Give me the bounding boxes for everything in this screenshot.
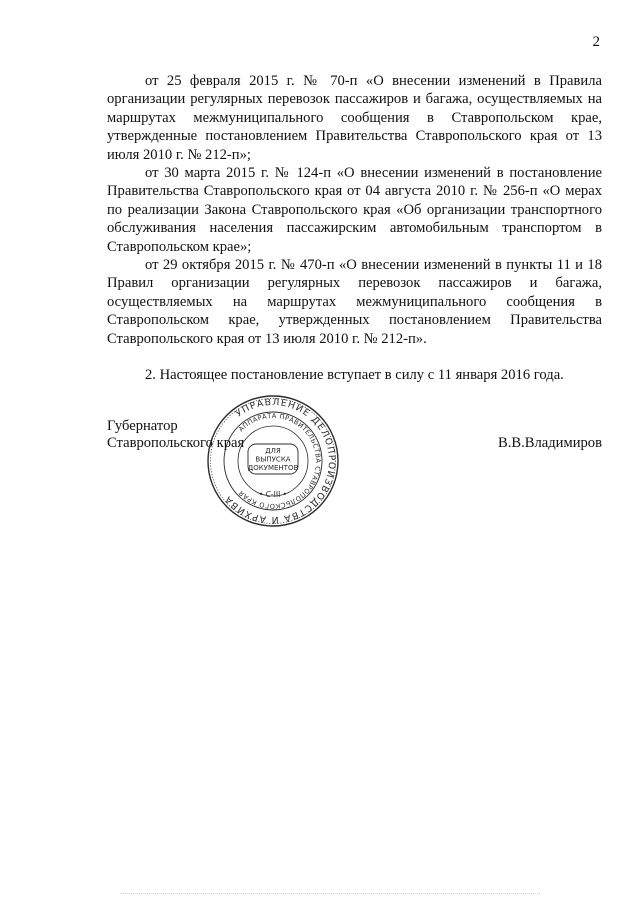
seal-center-line-2: ВЫПУСКА bbox=[255, 455, 291, 464]
signer-name: В.В.Владимиров bbox=[497, 435, 602, 451]
decree-item-2: от 30 марта 2015 г. № 124-п «О внесении изменений в постановление Правительства Ставропольского края от 04 августа 2010 г. № 256-п «О мерах по реализации Закона Ставропольского края «Об организации транспортного обслуживания населения пассажирским автомобильным транспортом в Ставропольском крае»; bbox=[107, 165, 602, 255]
seal-code: • С-III • bbox=[258, 490, 288, 499]
page-number: 2 bbox=[592, 34, 600, 50]
signer-position-line-1: Губернатор bbox=[107, 418, 178, 434]
signer-position-line-2: Ставропольского края bbox=[107, 435, 245, 451]
official-seal-icon bbox=[206, 394, 340, 528]
document-body bbox=[107, 72, 602, 385]
seal-center-line-3: ДОКУМЕНТОВ bbox=[247, 464, 299, 472]
decree-item-3: от 29 октября 2015 г. № 470-п «О внесении изменений в пункты 11 и 18 Правил организации регулярных перевозок пассажиров и багажа, осуществляемых на маршрутах межмуниципального сообщения в Ставропольском крае, утвержденных постановлением Правительства Ставропольского края от 13 июля 2010 г. № 212-п». bbox=[107, 257, 602, 347]
seal-inner-text: АППАРАТА ПРАВИТЕЛЬСТВА СТАВРОПОЛЬСКОГО КРАЯ bbox=[237, 411, 323, 511]
signature-block bbox=[107, 418, 602, 458]
seal-outer-text: УПРАВЛЕНИЕ ДЕЛОПРОИЗВОДСТВА И АРХИВА bbox=[222, 396, 338, 526]
scan-edge-marks bbox=[120, 893, 540, 895]
decree-item-1: от 25 февраля 2015 г. № 70-п «О внесении изменений в Правила организации регулярных перевозок пассажиров и багажа, осуществляемых на маршрутах межмуниципального сообщения в Ставропольском крае, утвержденные постановлением Правительства Ставропольского края от 13 июля 2010 г. № 212-п»; bbox=[107, 73, 602, 163]
effective-date-clause: 2. Настоящее постановление вступает в силу с 11 января 2016 года. bbox=[145, 367, 564, 384]
seal-center-line-1: ДЛЯ bbox=[265, 447, 281, 455]
